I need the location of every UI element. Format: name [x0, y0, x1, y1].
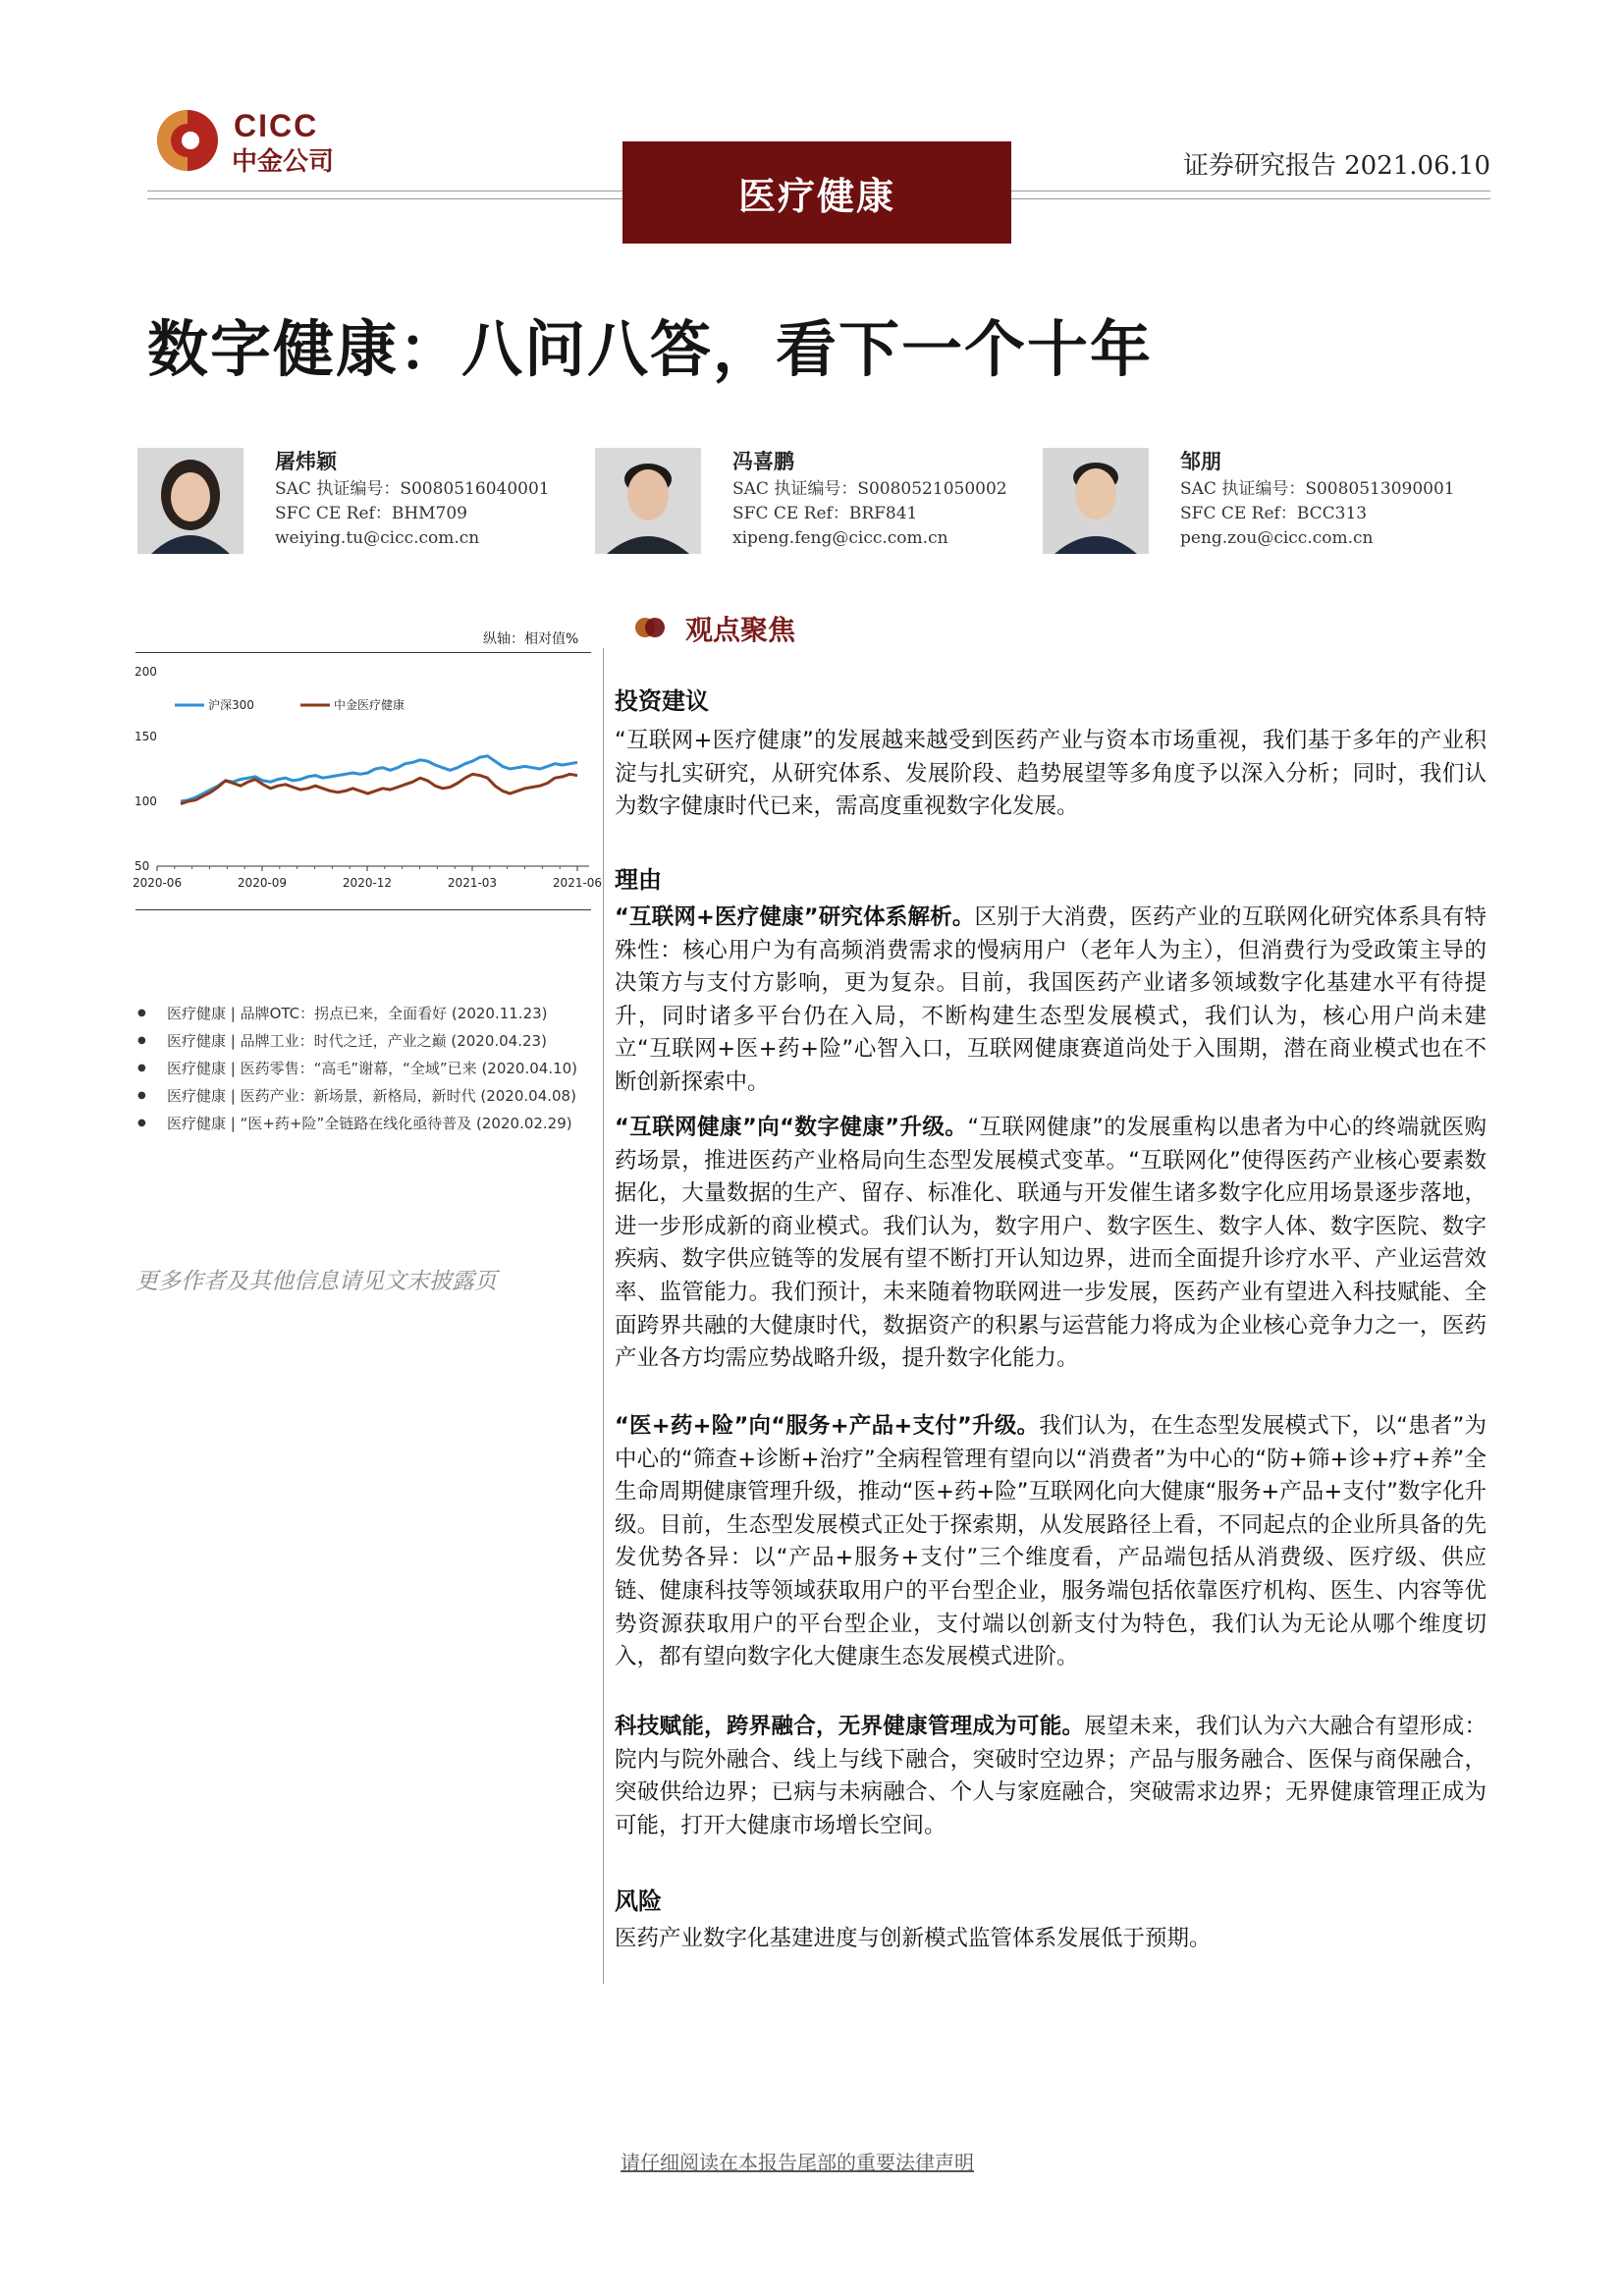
author-card: [595, 448, 1047, 566]
y-tick-label: 50: [135, 859, 150, 873]
list-item[interactable]: ● 医疗健康 | 医药零售：“高毛”谢幕，“全域”已来 (2020.04.10): [134, 1055, 595, 1082]
x-tick-label: 2021-06: [552, 876, 603, 890]
person-icon: [595, 448, 701, 554]
x-tick-label: 2020-09: [237, 876, 288, 890]
paragraph-reason-1: [615, 902, 1487, 1100]
paragraph-body: 区别于大消费，医药产业的互联网化研究体系具有特殊性：核心用户为有高频消费需求的慢病用户（老年人为主），但消费行为受政策主导的决策方与支付方影响，更为复杂。目前，我国医药产业诸多领域数字化基建水平有待提升，同时诸多平台仍在入局，不断构建生态型发展模式，我们认为，核心用户尚未建立“互联网+医+药+险”心智入口，互联网健康赛道尚处于入围期，潜在商业模式也在不断创新探索中。: [615, 904, 1487, 1095]
person-icon: [137, 448, 243, 554]
paragraph-reason-4: [615, 1711, 1487, 1842]
author-card: [1043, 448, 1494, 566]
sector-banner: 医疗健康: [622, 141, 1011, 244]
header-rule-bottom-right: [1011, 198, 1490, 199]
list-item[interactable]: ● 医疗健康 | 医药产业：新场景，新格局，新时代 (2020.04.08): [134, 1082, 595, 1110]
chart-top-rule: [135, 652, 591, 653]
author-sfc: SFC CE Ref：BRF841: [732, 504, 918, 523]
paragraph-lead: “医+药+险”向“服务+产品+支付”升级。: [615, 1413, 1040, 1439]
author-sfc: SFC CE Ref：BCC313: [1180, 504, 1368, 523]
avatar: [1043, 448, 1149, 554]
author-sac: SAC 执证编号：S0080521050002: [732, 479, 1007, 499]
left-column-divider: [603, 648, 604, 1984]
chart-unit-label: 纵轴：相对值%: [483, 631, 579, 647]
paragraph-body: 展望未来，我们认为六大融合有望形成：院内与院外融合、线上与线下融合，突破时空边界；产品与服务融合、医保与商保融合，突破供给边界；已病与未病融合、个人与家庭融合，突破需求边界；无界健康管理正成为可能，打开大健康市场增长空间。: [615, 1714, 1487, 1838]
paragraph-lead: 科技赋能，跨界融合，无界健康管理成为可能。: [615, 1714, 1085, 1739]
paragraph-risk: 医药产业数字化基建进度与创新模式监管体系发展低于预期。: [615, 1926, 1212, 1951]
y-tick-label: 100: [135, 794, 157, 808]
author-sac: SAC 执证编号：S0080516040001: [275, 479, 550, 499]
avatar: [595, 448, 701, 554]
author-email[interactable]: weiying.tu@cicc.com.cn: [275, 528, 480, 548]
performance-chart: [132, 664, 603, 900]
chart-bottom-rule: [135, 909, 591, 910]
heading-investment: 投资建议: [615, 687, 709, 715]
avatar: [137, 448, 243, 554]
list-item[interactable]: ● 医疗健康 | “医+药+险”全链路在线化亟待普及 (2020.02.29): [134, 1110, 595, 1137]
paragraph-body: 我们认为，在生态型发展模式下，以“患者”为中心的“筛查+诊断+治疗”全病程管理有望向以“消费者”为中心的“防+筛+诊+疗+养”全生命周期健康管理升级，推动“医+药+险”互联网化向大健康“服务+产品+支付”数字化升级。目前，生态型发展模式正处于探索期，从发展路径上看，不同起点的企业所具备的先发优势各异：以“产品+服务+支付”三个维度看，产品端包括从消费级、医疗级、供应链、健康科技等领域获取用户的平台型企业，服务端包括依靠医疗机构、医生、内容等优势资源获取用户的平台型企业，支付端以创新支付为特色，我们认为无论从哪个维度切入，都有望向数字化大健康生态发展模式进阶。: [615, 1413, 1487, 1670]
y-tick-label: 150: [135, 730, 157, 743]
logo-text-en: CICC: [234, 108, 319, 143]
chart-axes: [133, 662, 602, 890]
paragraph-body: “互联网健康”的发展重构以患者为中心的终端就医购药场景，推进医药产业格局向生态型发展模式变革。“互联网化”使得医药产业核心要素数据化，大量数据的生产、留存、标准化、联通与开发催生诸多数字化应用场景逐步落地，进一步形成新的商业模式。我们认为，数字用户、数字医生、数字人体、数字医院、数字疾病、数字供应链等的发展有望不断打开认知边界，进而全面提升诊疗水平、产业运营效率、监管能力。我们预计，未来随着物联网进一步发展，医药产业有望进入科技赋能、全面跨界共融的大健康时代，数据资产的积累与运营能力将成为企业核心竞争力之一，医药产业各方均需应势战略升级，提升数字化能力。: [615, 1115, 1487, 1372]
x-tick-label: 2021-03: [447, 876, 498, 890]
author-card: [137, 448, 589, 566]
author-name: 邹朋: [1180, 450, 1221, 473]
list-item[interactable]: ● 医疗健康 | 品牌OTC：拐点已来，全面看好 (2020.11.23): [134, 1000, 595, 1027]
person-icon: [1043, 448, 1149, 554]
report-type-date: 证券研究报告 2021.06.10: [1182, 151, 1490, 181]
more-info-note: 更多作者及其他信息请见文末披露页: [135, 1269, 497, 1294]
paragraph-lead: “互联网健康”向“数字健康”升级。: [615, 1115, 968, 1140]
author-name: 屠炜颖: [275, 450, 337, 473]
author-sac: SAC 执证编号：S0080513090001: [1180, 479, 1455, 499]
heading-reasons: 理由: [615, 866, 662, 894]
heading-risk: 风险: [615, 1887, 662, 1915]
focus-bullet-icon: [634, 617, 666, 638]
paragraph-reason-2: [615, 1112, 1487, 1376]
author-sfc: SFC CE Ref：BHM709: [275, 504, 467, 523]
legal-disclaimer-link[interactable]: 请仔细阅读在本报告尾部的重要法律声明: [621, 2151, 974, 2174]
section-title-focus: 观点聚焦: [685, 614, 796, 646]
page-title: 数字健康：八问八答，看下一个十年: [147, 313, 1154, 385]
related-reports-list: [134, 1000, 595, 1137]
series-line: [181, 756, 577, 801]
paragraph-reason-3: [615, 1410, 1487, 1674]
x-tick-label: 2020-12: [342, 876, 393, 890]
author-name: 冯喜鹏: [732, 450, 794, 473]
logo-text-cn: 中金公司: [232, 147, 335, 177]
legend-label: 中金医疗健康: [334, 698, 406, 712]
y-tick-label: 200: [135, 665, 157, 679]
author-email[interactable]: xipeng.feng@cicc.com.cn: [732, 528, 948, 548]
chart-legend: [175, 697, 405, 712]
legend-label: 沪深300: [208, 698, 254, 712]
cicc-logo-icon: [155, 108, 220, 173]
chart-series: [181, 756, 577, 804]
author-email[interactable]: peng.zou@cicc.com.cn: [1180, 528, 1374, 548]
paragraph-investment: “互联网+医疗健康”的发展越来越受到医药产业与资本市场重视，我们基于多年的产业积淀与扎实研究，从研究体系、发展阶段、趋势展望等多角度予以深入分析；同时，我们认为数字健康时代已来，需高度重视数字化发展。: [615, 728, 1487, 820]
x-tick-label: 2020-06: [132, 876, 183, 890]
paragraph-lead: “互联网+医疗健康”研究体系解析。: [615, 904, 975, 930]
header-rule-bottom-left: [147, 198, 622, 199]
list-item[interactable]: ● 医疗健康 | 品牌工业：时代之迁，产业之巅 (2020.04.23): [134, 1027, 595, 1055]
